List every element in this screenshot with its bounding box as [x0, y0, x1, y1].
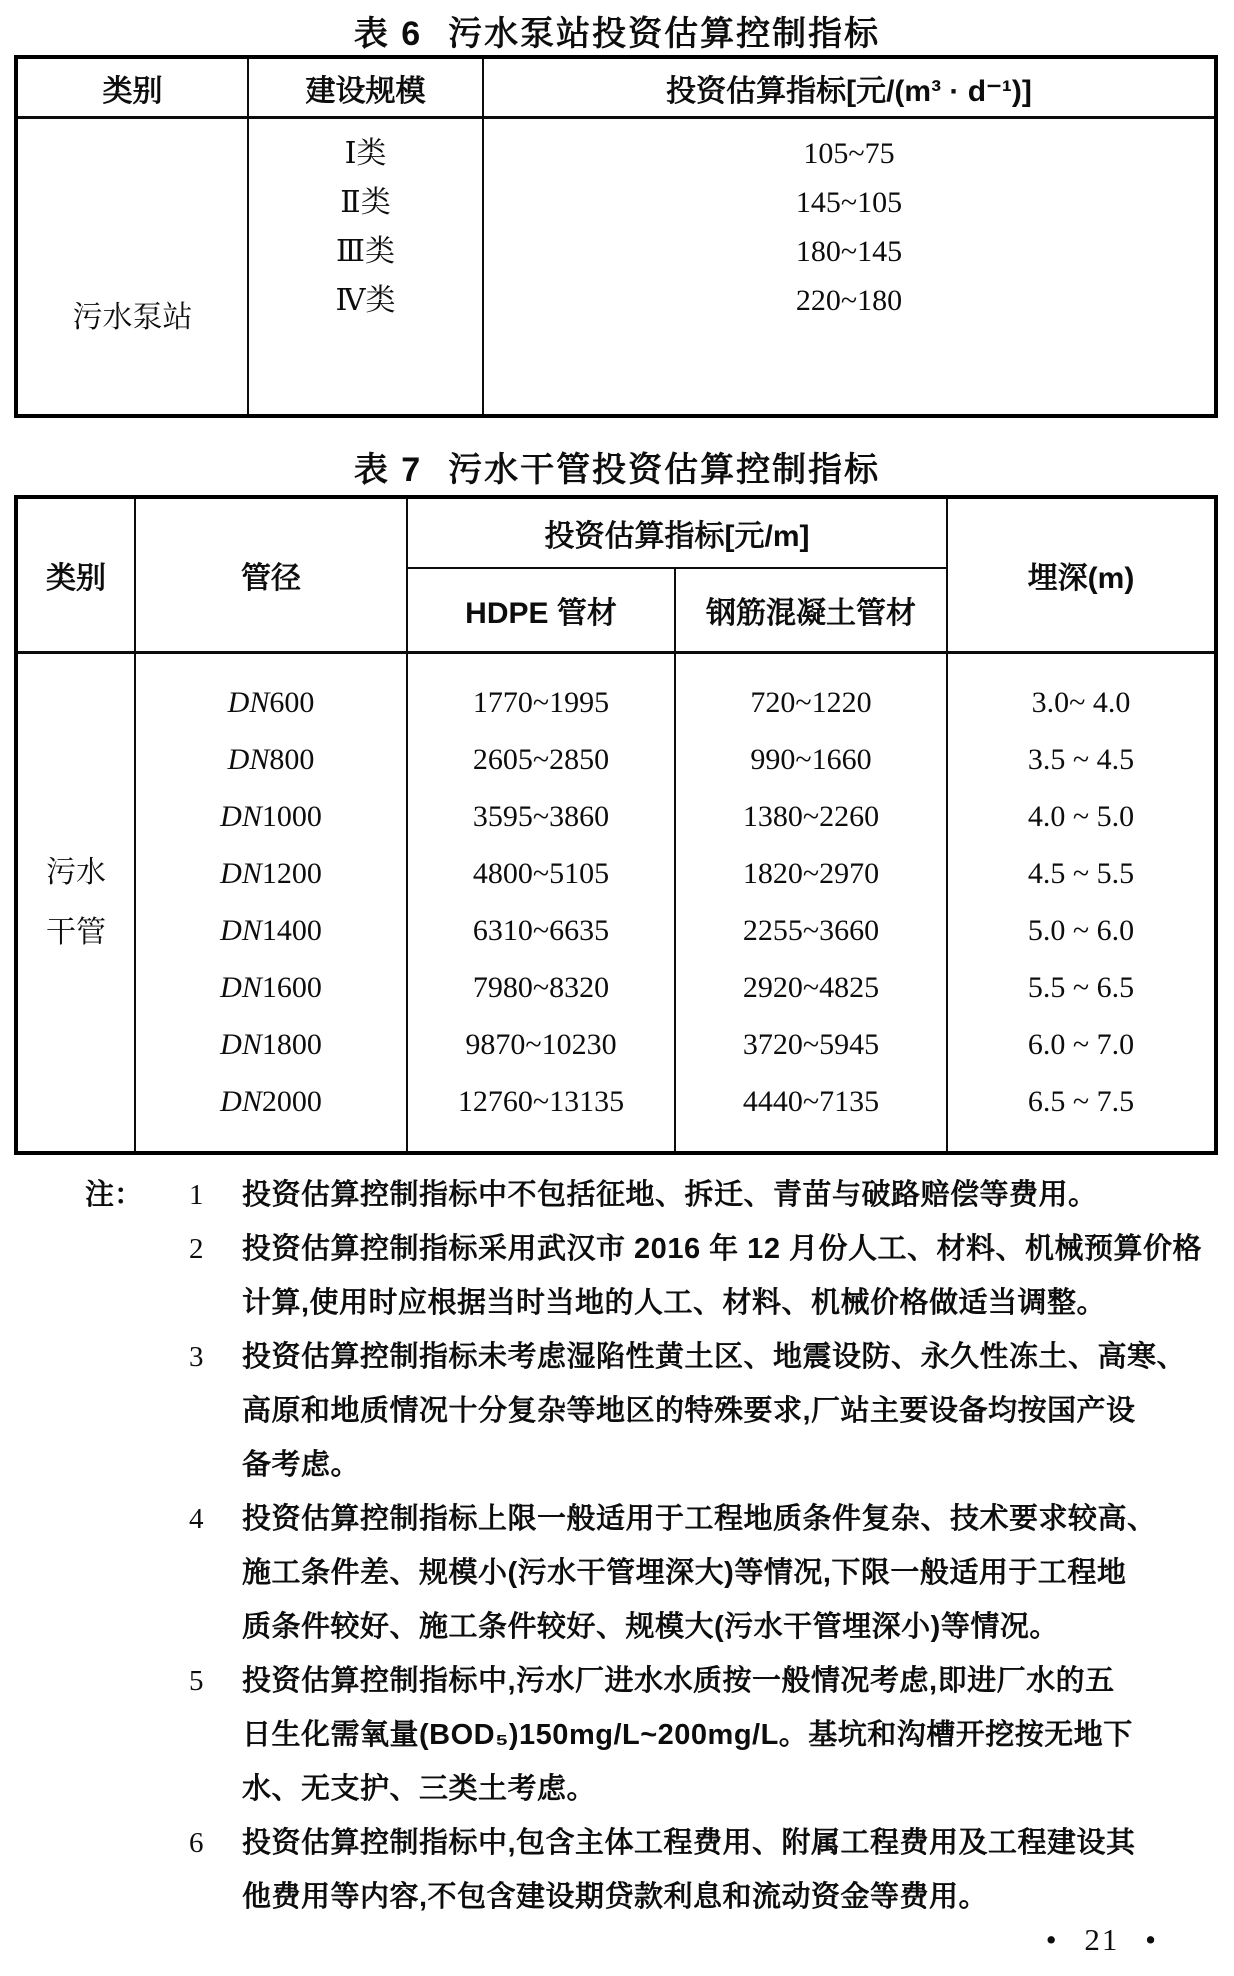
table6-title-text: 污水泵站投资估算控制指标 — [448, 15, 881, 53]
table7-title-text: 污水干管投资估算控制指标 — [448, 451, 881, 489]
dn-size: 800 — [269, 743, 315, 776]
pipe-diameter — [220, 1027, 322, 1063]
pipe-diameter — [220, 970, 322, 1006]
table7-title — [0, 442, 1234, 491]
hdpe-value: 2605~2850 — [472, 743, 610, 776]
note-number: 1 — [189, 1179, 204, 1211]
note-item — [85, 1654, 1210, 1816]
dn-prefix: DN — [220, 914, 262, 947]
hdpe-value: 1770~1995 — [472, 686, 610, 719]
table6-value-column — [484, 119, 1214, 414]
table6-title-label: 表 6 — [353, 15, 423, 53]
table6-scale-line: Ⅰ类 — [344, 137, 387, 170]
hdpe-value: 12760~13135 — [457, 1085, 625, 1118]
concrete-value: 990~1660 — [750, 743, 872, 776]
dn-prefix: DN — [220, 971, 262, 1004]
note-number: 3 — [189, 1341, 204, 1373]
note-text: 投资估算控制指标中,污水厂进水水质按一般情况考虑,即进厂水的五 日生化需氧量(BOD₅)150mg/L~200mg/L。基坑和沟槽开挖按无地下 水、无支护、三类土考虑。 — [242, 1665, 1133, 1805]
concrete-value: 4440~7135 — [742, 1085, 880, 1118]
table7-depth-column — [948, 654, 1214, 1151]
table6-category-cell: 污水泵站 — [18, 119, 249, 414]
table7-header-hdpe: HDPE 管材 — [408, 569, 676, 654]
concrete-value: 2920~4825 — [742, 971, 880, 1004]
dn-prefix: DN — [227, 743, 270, 776]
note-text: 投资估算控制指标中,包含主体工程费用、附属工程费用及工程建设其 他费用等内容,不包含建设期贷款利息和流动资金等费用。 — [242, 1827, 1136, 1913]
table6-scale-line: Ⅲ类 — [336, 235, 395, 268]
depth-value: 6.0 ~ 7.0 — [1027, 1028, 1135, 1061]
dn-size: 2000 — [261, 1085, 322, 1118]
table6-value-line: 105~75 — [803, 137, 895, 170]
page-number: • 21 • — [1045, 1922, 1158, 1957]
table7-header-concrete: 钢筋混凝土管材 — [676, 569, 948, 654]
note-text: 投资估算控制指标中不包括征地、拆迁、青苗与破路赔偿等费用。 — [242, 1179, 1098, 1211]
pipe-diameter — [220, 1084, 322, 1120]
hdpe-value: 9870~10230 — [465, 1028, 617, 1061]
table7-category-cell — [18, 654, 136, 1151]
table6-value-line: 180~145 — [795, 235, 903, 268]
table6-value-line: 220~180 — [795, 284, 903, 317]
table7-category-line: 干管 — [46, 915, 106, 949]
table6-title — [0, 6, 1234, 55]
depth-value: 6.5 ~ 7.5 — [1027, 1085, 1135, 1118]
note-number: 5 — [189, 1665, 204, 1697]
pipe-diameter — [228, 742, 315, 778]
depth-value: 5.5 ~ 6.5 — [1027, 971, 1135, 1004]
hdpe-value: 7980~8320 — [472, 971, 610, 1004]
note-item — [85, 1816, 1210, 1924]
table7-title-label: 表 7 — [353, 451, 423, 489]
note-number: 2 — [189, 1233, 204, 1265]
dn-prefix: DN — [220, 1085, 262, 1118]
table6-header-category: 类别 — [18, 59, 249, 119]
notes-label: 注： — [85, 1179, 144, 1211]
hdpe-value: 3595~3860 — [472, 800, 610, 833]
hdpe-value: 4800~5105 — [472, 857, 610, 890]
note-number: 4 — [189, 1503, 204, 1535]
table7 — [14, 495, 1218, 1155]
depth-value: 3.5 ~ 4.5 — [1027, 743, 1135, 776]
depth-value: 5.0 ~ 6.0 — [1027, 914, 1135, 947]
note-text: 投资估算控制指标采用武汉市 2016 年 12 月份人工、材料、机械预算价格 计算,使用时应根据当时当地的人工、材料、机械价格做适当调整。 — [242, 1233, 1203, 1319]
table6-header-indicator: 投资估算指标[元/(m³ · d⁻¹)] — [484, 59, 1214, 119]
dn-size: 1400 — [261, 914, 322, 947]
concrete-value: 720~1220 — [750, 686, 872, 719]
dn-prefix: DN — [220, 1028, 262, 1061]
table6-scale-column — [249, 119, 484, 414]
pipe-diameter — [220, 856, 322, 892]
note-item — [85, 1330, 1210, 1492]
note-item — [85, 1492, 1210, 1654]
hdpe-value: 6310~6635 — [472, 914, 610, 947]
note-number: 6 — [189, 1827, 204, 1859]
pipe-diameter — [220, 913, 322, 949]
concrete-value: 1820~2970 — [742, 857, 880, 890]
dn-size: 1200 — [261, 857, 322, 890]
dn-size: 1000 — [261, 800, 322, 833]
table7-concrete-column — [676, 654, 948, 1151]
pipe-diameter — [228, 685, 315, 721]
table7-header-indicator: 投资估算指标[元/m] — [408, 499, 948, 569]
note-item — [85, 1222, 1210, 1330]
note-text: 投资估算控制指标未考虑湿陷性黄土区、地震设防、永久性冻土、高寒、 高原和地质情况十分复杂等地区的特殊要求,厂站主要设备均按国产设 备考虑。 — [242, 1341, 1187, 1481]
depth-value: 4.5 ~ 5.5 — [1027, 857, 1135, 890]
table6-scale-line: Ⅱ类 — [340, 186, 391, 219]
dn-prefix: DN — [220, 800, 262, 833]
depth-value: 3.0~ 4.0 — [1031, 686, 1131, 719]
table6 — [14, 55, 1218, 418]
notes-section — [85, 1168, 1210, 1924]
dn-size: 1600 — [261, 971, 322, 1004]
pipe-diameter — [220, 799, 322, 835]
depth-value: 4.0 ~ 5.0 — [1027, 800, 1135, 833]
note-text: 投资估算控制指标上限一般适用于工程地质条件复杂、技术要求较高、 施工条件差、规模小(污水干管埋深大)等情况,下限一般适用于工程地 质条件较好、施工条件较好、规模大(污水干管埋深小)等情况。 — [242, 1503, 1157, 1643]
table6-value-line: 145~105 — [795, 186, 903, 219]
table7-category-line: 污水 — [46, 855, 106, 889]
note-item — [85, 1168, 1210, 1222]
dn-size: 600 — [269, 686, 315, 719]
table7-diameter-column — [136, 654, 408, 1151]
dn-prefix: DN — [227, 686, 270, 719]
table6-header-scale: 建设规模 — [249, 59, 484, 119]
concrete-value: 2255~3660 — [742, 914, 880, 947]
concrete-value: 1380~2260 — [742, 800, 880, 833]
table7-header-depth: 埋深(m) — [948, 499, 1214, 654]
table7-hdpe-column — [408, 654, 676, 1151]
table7-header-category: 类别 — [18, 499, 136, 654]
concrete-value: 3720~5945 — [742, 1028, 880, 1061]
table6-scale-line: Ⅳ类 — [335, 284, 396, 317]
dn-prefix: DN — [220, 857, 262, 890]
dn-size: 1800 — [261, 1028, 322, 1061]
table7-header-diameter: 管径 — [136, 499, 408, 654]
